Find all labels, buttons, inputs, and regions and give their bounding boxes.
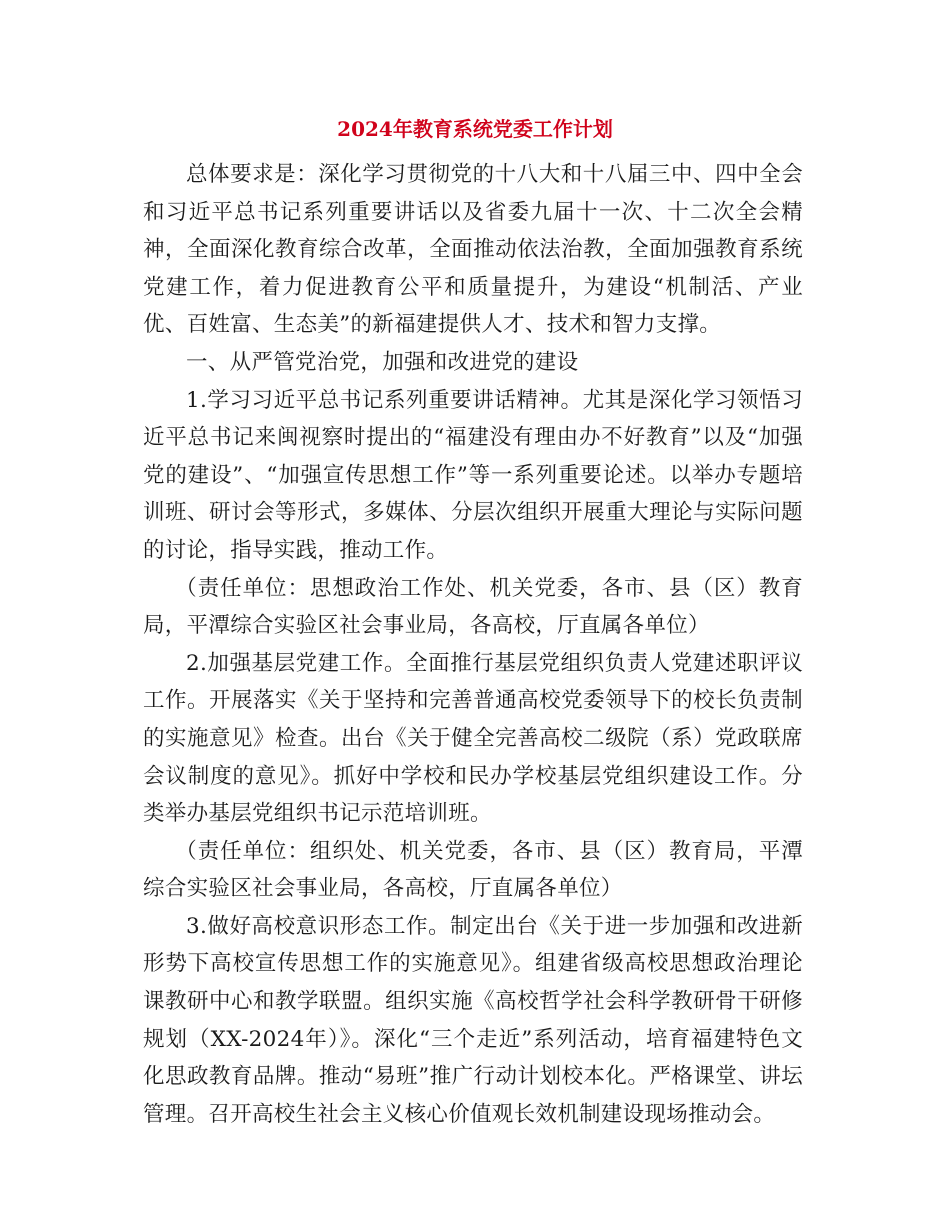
paragraph-general-requirements: 总体要求是：深化学习贯彻党的十八大和十八届三中、四中全会和习近平总书记系列重要讲话以及省委九届十一次、十二次全会精神，全面深化教育综合改革，全面推动依法治教，全面加强教育系统党建工作，着力促进教育公平和质量提升，为建设“机制活、产业优、百姓富、生态美”的新福建提供人才、技术和智力支撑。 — [143, 162, 803, 338]
responsibility-note-1: （责任单位：思想政治工作处、机关党委，各市、县（区）教育局，平潭综合实验区社会事业局，各高校，厅直属各单位） — [143, 575, 803, 639]
paragraph-item-1: 1.学习习近平总书记系列重要讲话精神。尤其是深化学习领悟习近平总书记来闽视察时提出的“福建没有理由办不好教育”以及“加强党的建设”、“加强宣传思想工作”等一系列重要论述。以举办专题培训班、研讨会等形式，多媒体、分层次组织开展重大理论与实际问题的讨论，指导实践，推动工作。 — [143, 387, 803, 563]
document-body — [143, 156, 803, 1133]
responsibility-note-2: （责任单位：组织处、机关党委，各市、县（区）教育局，平潭综合实验区社会事业局，各高校，厅直属各单位） — [143, 838, 803, 902]
document-title: 2024年教育系统党委工作计划 — [337, 117, 613, 141]
section-heading-1: 一、从严管党治党，加强和改进党的建设 — [186, 349, 579, 375]
paragraph-item-3: 3.做好高校意识形态工作。制定出台《关于进一步加强和改进新形势下高校宣传思想工作的实施意见》。组建省级高校思想政治理论课教研中心和教学联盟。组织实施《高校哲学社会科学教研骨干研修规划（XX-2024年）》。深化“三个走近”系列活动，培育福建特色文化思政教育品牌。推动“易班”推广行动计划校本化。严格课堂、讲坛管理。召开高校生社会主义核心价值观长效机制建设现场推动会。 — [143, 913, 803, 1127]
paragraph-item-2: 2.加强基层党建工作。全面推行基层党组织负责人党建述职评议工作。开展落实《关于坚持和完善普通高校党委领导下的校长负责制的实施意见》检查。出台《关于健全完善高校二级院（系）党政联席会议制度的意见》。抓好中学校和民办学校基层党组织建设工作。分类举办基层党组织书记示范培训班。 — [143, 650, 803, 827]
